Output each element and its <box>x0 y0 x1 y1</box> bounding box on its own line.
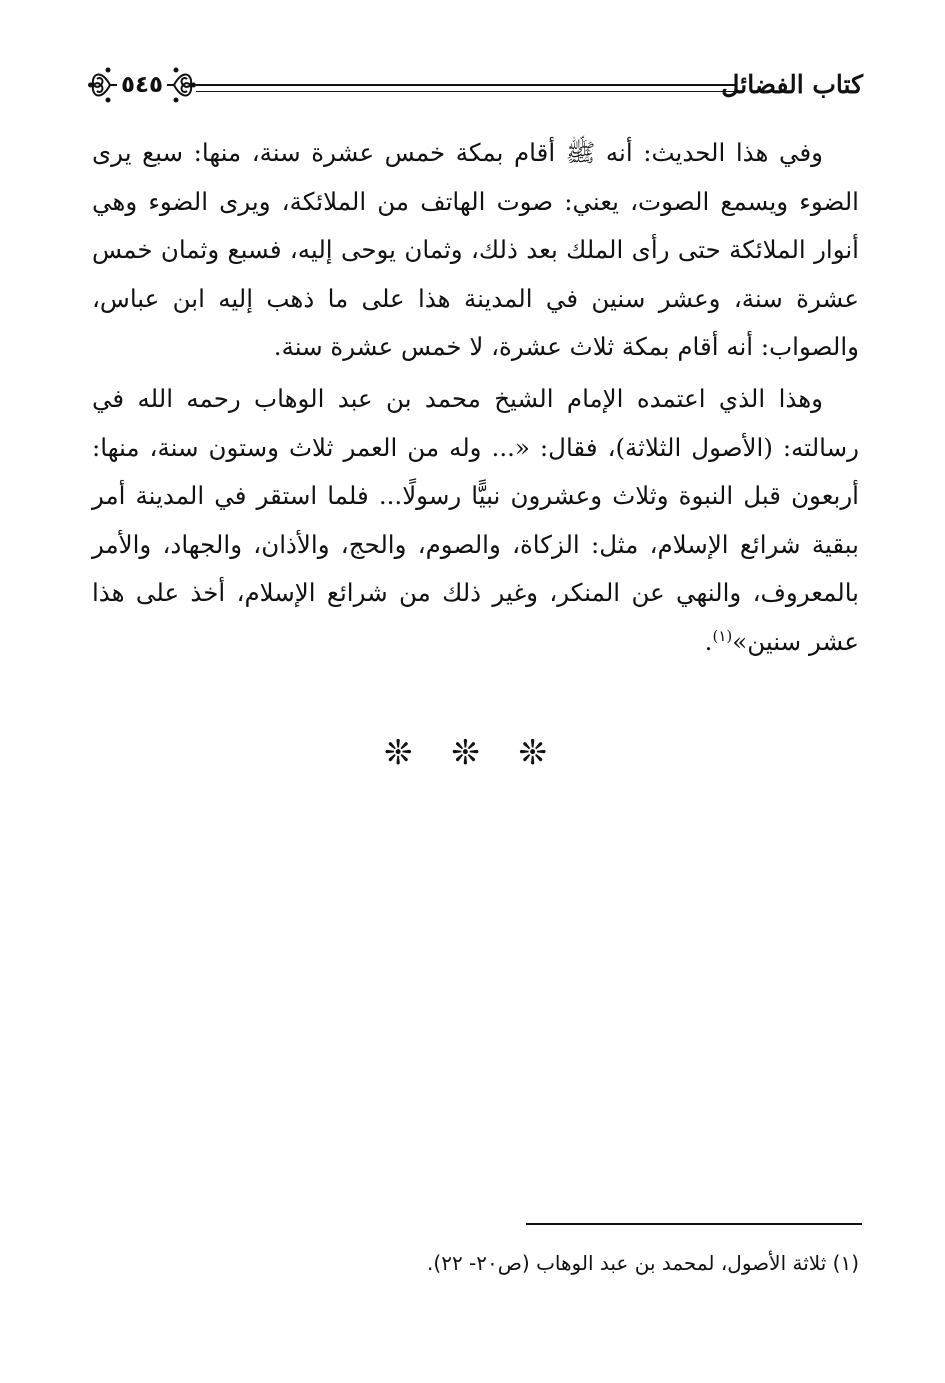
section-separator: ❊ ❊ ❊ <box>383 733 562 773</box>
chapter-title: كتاب الفضائل <box>721 70 863 99</box>
main-text <box>92 129 859 667</box>
page-number-frame <box>88 62 196 108</box>
paragraph-end: . <box>704 626 713 656</box>
paragraph: وفي هذا الحديث: أنه ﷺ أقام بمكة خمس عشرة سنة، منها: سبع يرى الضوء ويسمع الصوت، يعني: صوت الهاتف من الملائكة، ويرى الضوء وهي أنوار الملائكة حتى رأى الملك بعد ذلك، وثمان يوحى إليه، فسبع وثمان خمس عشرة سنة، وعشر سنين في المدينة هذا على ما ذهب إليه ابن عباس، والصواب: أنه أقام بمكة ثلاث عشرة، لا خمس عشرة سنة. <box>92 138 859 362</box>
footnote-reference: (١) <box>712 626 733 645</box>
header-rule <box>196 84 737 92</box>
footnote: (١) ثلاثة الأصول، لمحمد بن عبد الوهاب (ص٢٠- ٢٢). <box>427 1251 859 1275</box>
paragraph-text: وهذا الذي اعتمده الإمام الشيخ محمد بن عبد الوهاب رحمه الله في رسالته: (الأصول الثلاثة)، فقال: «... وله من العمر ثلاث وستون سنة، منها: أربعون قبل النبوة وثلاث وعشرون نبيًّا رسولًا... فلما استقر في المدينة أمر ببقية شرائع الإسلام، مثل: الزكاة، والصوم، والحج، والأذان، والجهاد، والأمر بالمعروف، والنهي عن المنكر، وغير ذلك من شرائع الإسلام، أخذ على هذا عشر سنين» <box>92 383 859 656</box>
page-header <box>88 62 863 108</box>
page-number: ٥٤٥ <box>120 72 164 98</box>
paragraph <box>92 375 859 667</box>
footnote-rule <box>526 1223 862 1225</box>
